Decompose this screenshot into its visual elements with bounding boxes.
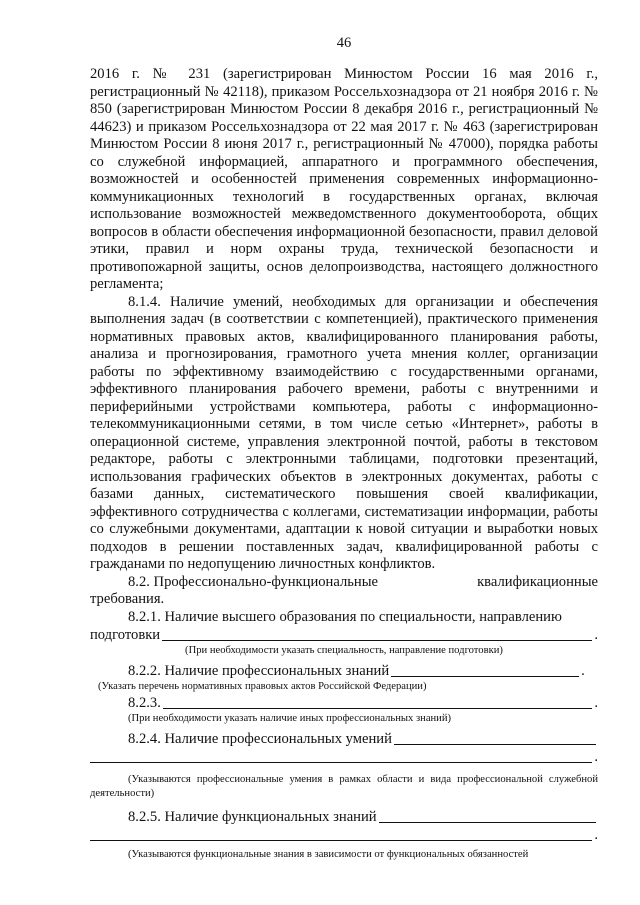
item-8-2-1-fill-line	[90, 626, 598, 644]
hint-8-2-5: (Указываются функциональные знания в зависимости от функциональных обязанностей	[128, 849, 529, 860]
item-8-2-4-blank[interactable]	[394, 730, 596, 745]
item-8-2-5-blank-2[interactable]	[90, 826, 592, 841]
item-8-2-5-tail: .	[594, 826, 598, 843]
item-8-2-4-fill-line-2	[90, 748, 598, 766]
hint-8-2-4: (Указываются профессиональные умения в рамках области и вида профессиональной служебной деятельности)	[90, 774, 598, 799]
item-8-2-1-blank[interactable]	[162, 626, 592, 641]
section-8-2-heading-left: 8.2. Профессионально-функциональные	[128, 573, 379, 590]
item-8-2-5-fill-line	[90, 808, 598, 826]
item-8-2-2-fill-line	[90, 662, 598, 680]
section-8-2-heading-right: квалификационные	[477, 573, 598, 590]
section-8-2-heading-continuation: требования.	[90, 591, 165, 607]
paragraph-8-1-4: 8.1.4. Наличие умений, необходимых для организации и обеспечения выполнения задач (в соответствии с компетенцией), практического применения нормативных правовых актов, квалифицированного планирования работы, анализа и прогнозирования, грамотного учета мнения коллег, организации работы по эффективному взаимодействию с государственными органами, эффективного планирования рабочего времени, работы с внутренними и периферийными устройствами компьютера, работы с информационно-телекоммуникационными сетями, в том числе сетью «Интернет», работы в операционной системе, управления электронной почтой, работы в текстовом редакторе, работы с электронными таблицами, подготовки презентаций, использования графических объектов в электронных документах, работы с базами данных, систематического повышения своей квалификации, эффективного сотрудничества с коллегами, систематизации информации, работы со служебными документами, адаптации к новой ситуации и выработки новых подходов в решении поставленных задач, квалифицированной работы с гражданами по недопущению личностных конфликтов.	[90, 293, 598, 572]
item-8-2-1-lead: подготовки	[90, 626, 161, 643]
item-8-2-3-fill-line	[90, 694, 598, 712]
item-8-2-2-lead: 8.2.2. Наличие профессиональных знаний	[128, 662, 390, 679]
item-8-2-4-tail: .	[594, 748, 598, 765]
item-8-2-2-blank[interactable]	[391, 662, 579, 677]
item-8-2-4-blank-2[interactable]	[90, 748, 592, 763]
item-8-2-2-tail: .	[581, 662, 585, 679]
hint-8-2-3: (При необходимости указать наличие иных профессиональных знаний)	[128, 713, 452, 724]
document-page	[90, 34, 598, 862]
item-8-2-1-text: 8.2.1. Наличие высшего образования по специальности, направлению	[128, 608, 562, 625]
item-8-2-5-lead: 8.2.5. Наличие функциональных знаний	[128, 808, 377, 825]
item-8-2-3-blank[interactable]	[163, 694, 593, 709]
paragraph-knowledge-continuation: 2016 г. № 231 (зарегистрирован Минюстом России 16 мая 2016 г., регистрационный № 42118), приказом Россельхознадзора от 21 ноября 2016 г. № 850 (зарегистрирован Минюстом России 8 декабря 2016 г., регистрационный № 44623) и приказом Россельхознадзора от 22 мая 2017 г. № 463 (зарегистрирован Минюстом России 8 июня 2017 г., регистрационный № 47000), порядка работы со служебной информацией, аппаратного и программного обеспечения, возможностей и особенностей применения современных информационно-коммуникационных технологий в государственных органах, включая использование возможностей межведомственного документооборота, общих вопросов в области обеспечения информационной безопасности, правил деловой этики, правил и норм охраны труда, технической безопасности и противопожарной защиты, основ делопроизводства, настоящего должностного регламента;	[90, 66, 598, 292]
item-8-2-4-fill-line	[90, 730, 598, 748]
item-8-2-3-lead: 8.2.3.	[128, 694, 161, 711]
item-8-2-5-fill-line-2	[90, 826, 598, 844]
page-number: 46	[336, 35, 352, 51]
item-8-2-1-tail: .	[594, 626, 598, 643]
section-8-2-heading	[90, 574, 598, 592]
item-8-2-4-lead: 8.2.4. Наличие профессиональных умений	[128, 730, 392, 747]
item-8-2-3-tail: .	[594, 694, 598, 711]
hint-8-2-1: (При необходимости указать специальность, направление подготовки)	[185, 645, 503, 656]
item-8-2-5-blank[interactable]	[379, 808, 596, 823]
hint-8-2-2: (Указать перечень нормативных правовых актов Российской Федерации)	[98, 681, 427, 692]
